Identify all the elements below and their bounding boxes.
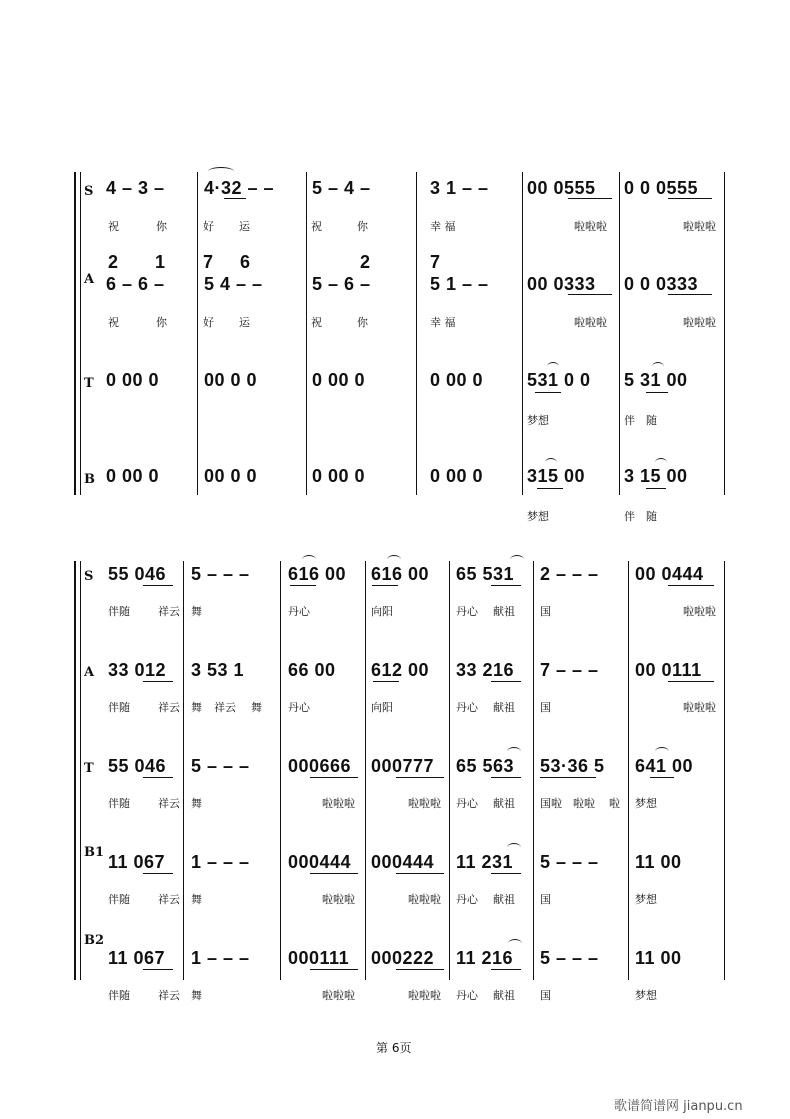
measure-notes: 000111: [288, 948, 350, 968]
beam-line: [372, 585, 398, 586]
beam-line: [646, 392, 668, 393]
lyric: 啦啦啦: [408, 989, 441, 1002]
lyric: 献祖: [493, 701, 515, 714]
barline: [365, 561, 366, 980]
lyric: 丹心: [288, 701, 310, 714]
beam-line: [290, 585, 316, 586]
lyric: 伴随: [108, 989, 130, 1002]
measure-notes: 33 216: [456, 660, 515, 680]
beam-line: [668, 294, 712, 295]
slur-arc: [208, 167, 234, 176]
slur-arc: [510, 555, 524, 564]
watermark: 歌谱简谱网 jianpu.cn: [614, 1099, 743, 1114]
barline: [724, 561, 725, 980]
lyric: 国啦: [540, 797, 562, 810]
lyric: 祝: [108, 220, 119, 233]
measure-notes: 00 0 0: [204, 370, 258, 390]
beam-line: [568, 294, 612, 295]
beam-line: [668, 681, 714, 682]
lyric: 国: [540, 989, 551, 1002]
measure-notes: 1 – – –: [191, 948, 250, 968]
part-label: B1: [84, 845, 105, 860]
measure-notes: 5 – – –: [540, 948, 599, 968]
lyric: 随: [646, 414, 657, 427]
lyric: 舞: [191, 893, 202, 906]
measure-notes: 612 00: [371, 660, 430, 680]
slur-arc: [655, 747, 669, 756]
lyric: 伴随: [108, 893, 130, 906]
part-label: T: [84, 376, 94, 391]
measure-notes: 7 – – –: [540, 660, 599, 680]
measure-notes: 33 012: [108, 660, 167, 680]
lyric: 幸 福: [430, 220, 456, 233]
lyric: 伴: [624, 510, 635, 523]
measure-notes: 000666: [288, 756, 352, 776]
measure-notes: 5 – 6 –: [312, 274, 371, 294]
barline: [280, 561, 281, 980]
lyric: 啦啦啦: [683, 220, 716, 233]
measure-notes: 5 31 00: [624, 370, 688, 390]
lyric: 啦啦啦: [683, 605, 716, 618]
measure-notes: 53·36 5: [540, 756, 605, 776]
measure-notes: 00 0333: [527, 274, 596, 294]
lyric: 啦啦啦: [322, 893, 355, 906]
slur-arc: [507, 843, 521, 852]
measure-notes: 000777: [371, 756, 435, 776]
lyric: 梦想: [635, 893, 657, 906]
measure-notes: 5 – – –: [540, 852, 599, 872]
lyric: 啦: [609, 797, 620, 810]
measure-notes: 0 00 0: [106, 466, 160, 486]
lyric: 国: [540, 701, 551, 714]
upper-note: 7: [430, 252, 441, 272]
lyric: 献祖: [493, 605, 515, 618]
lyric: 随: [646, 510, 657, 523]
measure-notes: 3 53 1: [191, 660, 245, 680]
barline: [619, 172, 620, 495]
beam-line: [396, 969, 444, 970]
slur-arc: [652, 362, 664, 371]
measure-notes: 000444: [288, 852, 352, 872]
lyric: 啦啦啦: [683, 701, 716, 714]
lyric: 丹心: [456, 893, 478, 906]
measure-notes: 65 531: [456, 564, 515, 584]
lyric: 祥云: [158, 797, 180, 810]
lyric: 祝: [311, 316, 322, 329]
lyric: 啦啦啦: [574, 316, 607, 329]
lyric: 舞: [191, 797, 202, 810]
lyric: 好: [203, 220, 214, 233]
lyric: 舞: [191, 605, 202, 618]
measure-notes: 5 – 4 –: [312, 178, 371, 198]
measure-notes: 0 00 0: [430, 466, 484, 486]
measure-notes: 5 4 – –: [204, 274, 263, 294]
measure-notes: 1 – – –: [191, 852, 250, 872]
lyric: 运: [239, 220, 250, 233]
beam-line: [143, 681, 173, 682]
slur-arc: [302, 555, 316, 564]
lyric: 祝: [108, 316, 119, 329]
system-bracket: [74, 172, 81, 495]
barline: [306, 172, 307, 495]
lyric: 向阳: [371, 605, 393, 618]
lyric: 梦想: [527, 414, 549, 427]
barline: [522, 172, 523, 495]
measure-notes: 616 00: [288, 564, 347, 584]
system-bracket: [74, 561, 81, 980]
part-label: B2: [84, 933, 105, 948]
upper-note: 1: [155, 252, 166, 272]
lyric: 献祖: [493, 797, 515, 810]
measure-notes: 00 0 0: [204, 466, 258, 486]
slur-arc: [508, 939, 522, 948]
beam-line: [143, 969, 173, 970]
beam-line: [491, 681, 521, 682]
lyric: 国: [540, 893, 551, 906]
lyric: 向阳: [371, 701, 393, 714]
part-label: B: [84, 472, 95, 487]
lyric: 丹心: [456, 797, 478, 810]
measure-notes: 66 00: [288, 660, 336, 680]
part-label: T: [84, 761, 94, 776]
lyric: 伴随: [108, 701, 130, 714]
barline: [449, 561, 450, 980]
measure-notes: 00 0111: [635, 660, 702, 680]
slur-arc: [387, 555, 401, 564]
measure-notes: 6 – 6 –: [106, 274, 165, 294]
beam-line: [646, 488, 666, 489]
lyric: 啦啦啦: [408, 797, 441, 810]
lyric: 献祖: [493, 989, 515, 1002]
measure-notes: 3 15 00: [624, 466, 688, 486]
beam-line: [535, 392, 561, 393]
lyric: 啦啦啦: [683, 316, 716, 329]
lyric: 祥云: [158, 989, 180, 1002]
measure-notes: 000444: [371, 852, 435, 872]
lyric: 你: [357, 220, 368, 233]
lyric: 祝: [311, 220, 322, 233]
upper-note: 7: [203, 252, 214, 272]
lyric: 啦啦啦: [574, 220, 607, 233]
lyric: 幸 福: [430, 316, 456, 329]
beam-line: [143, 777, 173, 778]
lyric: 啦啦啦: [322, 797, 355, 810]
lyric: 梦想: [635, 797, 657, 810]
lyric: 国: [540, 605, 551, 618]
upper-note: 2: [360, 252, 371, 272]
lyric: 啦啦啦: [408, 893, 441, 906]
lyric: 丹心: [456, 989, 478, 1002]
measure-notes: 315 00: [527, 466, 586, 486]
measure-notes: 5 – – –: [191, 756, 250, 776]
measure-notes: 4 – 3 –: [106, 178, 165, 198]
measure-notes: 5 1 – –: [430, 274, 489, 294]
beam-line: [568, 198, 612, 199]
measure-notes: 11 00: [635, 948, 682, 968]
beam-line: [491, 873, 521, 874]
measure-notes: 11 067: [108, 852, 166, 872]
beam-line: [491, 969, 521, 970]
lyric: 好: [203, 316, 214, 329]
slur-arc: [545, 458, 557, 467]
beam-line: [491, 777, 521, 778]
lyric: 献祖: [493, 893, 515, 906]
lyric: 舞: [251, 701, 262, 714]
measure-notes: 00 0555: [527, 178, 596, 198]
beam-line: [224, 198, 246, 199]
upper-note: 2: [108, 252, 119, 272]
measure-notes: 00 0444: [635, 564, 704, 584]
lyric: 伴随: [108, 797, 130, 810]
beam-line: [310, 969, 358, 970]
beam-line: [143, 873, 173, 874]
lyric: 丹心: [456, 605, 478, 618]
barline: [416, 172, 417, 495]
beam-line: [668, 198, 712, 199]
part-label: A: [84, 665, 95, 680]
measure-notes: 11 067: [108, 948, 166, 968]
slur-arc: [547, 362, 559, 371]
part-label: S: [84, 184, 94, 199]
part-label: A: [84, 272, 95, 287]
lyric: 舞: [191, 989, 202, 1002]
barline: [533, 561, 534, 980]
measure-notes: 5 – – –: [191, 564, 250, 584]
lyric: 祥云: [158, 893, 180, 906]
lyric: 伴随: [108, 605, 130, 618]
measure-notes: 2 – – –: [540, 564, 599, 584]
beam-line: [310, 777, 358, 778]
beam-line: [668, 585, 714, 586]
measure-notes: 0 00 0: [312, 370, 366, 390]
slur-arc: [507, 747, 521, 756]
beam-line: [650, 777, 674, 778]
beam-line: [396, 777, 444, 778]
lyric: 祥云: [214, 701, 236, 714]
lyric: 丹心: [288, 605, 310, 618]
measure-notes: 531 0 0: [527, 370, 591, 390]
beam-line: [373, 681, 399, 682]
measure-notes: 0 00 0: [312, 466, 366, 486]
measure-notes: 11 00: [635, 852, 682, 872]
beam-line: [310, 873, 358, 874]
lyric: 丹心: [456, 701, 478, 714]
beam-line: [143, 585, 173, 586]
lyric: 祥云: [158, 605, 180, 618]
lyric: 你: [156, 220, 167, 233]
part-label: S: [84, 569, 94, 584]
page-number: 第 6页: [376, 1041, 412, 1055]
barline: [628, 561, 629, 980]
beam-line: [537, 488, 563, 489]
lyric: 梦想: [635, 989, 657, 1002]
measure-notes: 000222: [371, 948, 435, 968]
measure-notes: 55 046: [108, 564, 167, 584]
lyric: 祥云: [158, 701, 180, 714]
lyric: 你: [357, 316, 368, 329]
measure-notes: 11 231: [456, 852, 514, 872]
lyric: 梦想: [527, 510, 549, 523]
beam-line: [396, 873, 444, 874]
lyric: 伴: [624, 414, 635, 427]
measure-notes: 0 0 0555: [624, 178, 699, 198]
barline: [183, 561, 184, 980]
measure-notes: 616 00: [371, 564, 430, 584]
barline: [197, 172, 198, 495]
measure-notes: 3 1 – –: [430, 178, 489, 198]
lyric: 你: [156, 316, 167, 329]
beam-line: [540, 777, 596, 778]
lyric: 运: [239, 316, 250, 329]
measure-notes: 11 216: [456, 948, 514, 968]
lyric: 啦啦啦: [322, 989, 355, 1002]
upper-note: 6: [240, 252, 251, 272]
measure-notes: 0 00 0: [106, 370, 160, 390]
measure-notes: 4·32 – –: [204, 178, 275, 198]
measure-notes: 0 00 0: [430, 370, 484, 390]
measure-notes: 641 00: [635, 756, 694, 776]
measure-notes: 65 563: [456, 756, 515, 776]
beam-line: [491, 585, 521, 586]
lyric: 啦啦: [573, 797, 595, 810]
measure-notes: 55 046: [108, 756, 167, 776]
lyric: 舞: [191, 701, 202, 714]
barline: [724, 172, 725, 495]
slur-arc: [655, 458, 667, 467]
measure-notes: 0 0 0333: [624, 274, 699, 294]
